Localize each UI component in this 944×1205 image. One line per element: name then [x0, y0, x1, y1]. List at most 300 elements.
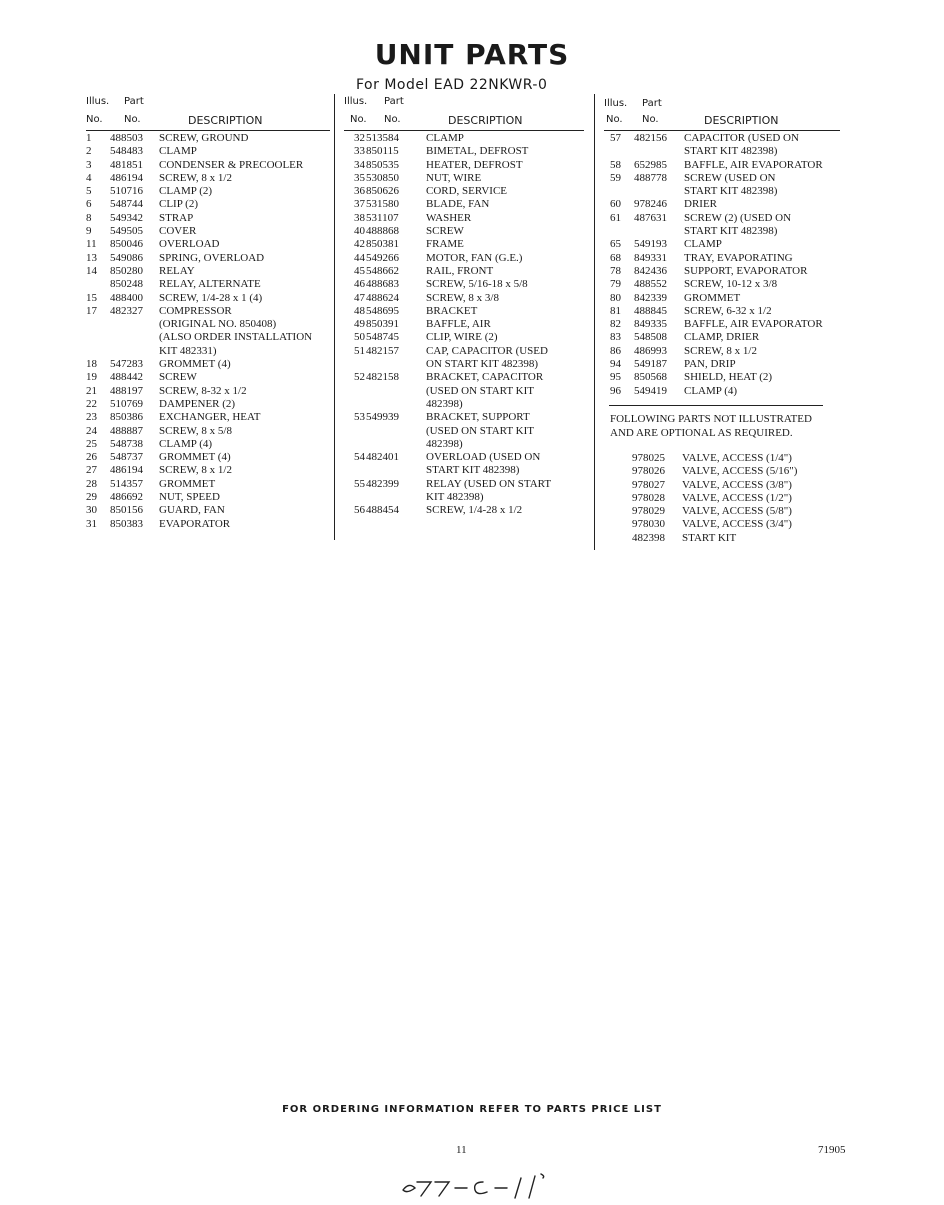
part-number: 531107 [366, 211, 399, 224]
part-number: 978030 [632, 518, 665, 531]
part-description: HEATER, DEFROST [426, 158, 523, 171]
table-row [604, 132, 840, 145]
part-description: SCREW, GROUND [159, 132, 249, 144]
illus-number: 46 [354, 278, 365, 291]
illus-number: 44 [354, 251, 365, 264]
illus-number: 6 [86, 198, 92, 211]
part-number: 488503 [110, 132, 143, 144]
part-number: 850115 [366, 145, 399, 158]
handwritten-annotation [395, 1168, 565, 1200]
table-row [344, 451, 584, 464]
part-number: 488454 [366, 504, 399, 517]
part-description: CAP, CAPACITOR (USED [426, 344, 548, 357]
part-description: RAIL, FRONT [426, 264, 494, 277]
illus-number: 59 [610, 171, 621, 184]
table-row [604, 358, 840, 371]
part-number: 549266 [366, 251, 399, 264]
part-description: PAN, DRIP [684, 358, 736, 371]
illus-label: Illus. [604, 98, 628, 109]
part-number: 482157 [366, 344, 399, 357]
illus-number: 19 [86, 371, 97, 384]
part-description: KIT 482398) [426, 491, 484, 504]
part-description: SCREW, 6-32 x 1/2 [684, 304, 772, 317]
part-number: 548744 [110, 198, 143, 211]
illus-number: 9 [86, 225, 92, 238]
table-row [86, 172, 330, 185]
part-number: 850156 [110, 504, 143, 517]
illus-number: 58 [610, 158, 621, 171]
table-row [86, 504, 330, 517]
illus-number: 80 [610, 291, 621, 304]
part-number: 488197 [110, 384, 143, 397]
table-row [604, 292, 840, 305]
table-row [344, 491, 584, 504]
table-row [344, 198, 584, 211]
part-description: BLADE, FAN [426, 198, 490, 211]
table-row [604, 159, 840, 172]
part-description: CLAMP, DRIER [684, 331, 760, 344]
illus-number: 50 [354, 331, 365, 344]
description-label: DESCRIPTION [704, 114, 779, 127]
part-number: 548695 [366, 304, 399, 317]
parts-rows [604, 132, 840, 398]
illus-number: 32 [354, 132, 365, 144]
illus-number: 24 [86, 424, 97, 437]
part-description: NUT, SPEED [159, 491, 220, 504]
table-row [86, 438, 330, 451]
illus-number: 83 [610, 331, 621, 344]
table-row [344, 132, 584, 145]
parts-rows [344, 132, 584, 518]
table-row [344, 398, 584, 411]
part-description: VALVE, ACCESS (1/2") [682, 491, 792, 504]
part-description: CORD, SERVICE [426, 185, 508, 198]
part-description: RELAY (USED ON START [426, 477, 552, 490]
table-row [344, 411, 584, 424]
part-description: (USED ON START KIT [426, 384, 534, 397]
part-number: 488683 [366, 278, 399, 291]
table-row [604, 212, 840, 225]
parts-rows [86, 132, 330, 531]
table-row [604, 225, 840, 238]
part-number: 548508 [634, 331, 667, 344]
table-row [604, 172, 840, 185]
part-number: 978028 [632, 491, 665, 504]
part-description: SCREW, 8 x 3/8 [426, 291, 499, 304]
illus-number: 94 [610, 358, 621, 371]
part-description: BIMETAL, DEFROST [426, 145, 529, 158]
page-title: UNIT PARTS [374, 38, 570, 71]
part-number: 850568 [634, 371, 667, 384]
part-number: 978027 [632, 478, 665, 491]
illus-number: 3 [86, 158, 92, 171]
part-description: BRACKET [426, 304, 478, 317]
part-description: CLAMP [159, 145, 197, 158]
column-divider [334, 94, 335, 540]
illus-number: 52 [354, 371, 365, 384]
part-description: BAFFLE, AIR [426, 318, 491, 331]
illus-number: 36 [354, 185, 365, 198]
part-description: BAFFLE, AIR EVAPORATOR [684, 318, 823, 331]
table-row [86, 132, 330, 145]
part-description: CLIP, WIRE (2) [426, 331, 498, 344]
table-row [344, 292, 584, 305]
part-number: 850386 [110, 411, 143, 424]
part-number: 482398 [632, 531, 665, 544]
illus-label: Illus. [86, 96, 110, 107]
part-number: 548737 [110, 451, 143, 464]
illus-label: Illus. [344, 96, 368, 107]
part-no-label: No. [642, 114, 659, 125]
column-header [344, 94, 584, 131]
illus-number: 53 [354, 411, 365, 424]
part-number: 510769 [110, 397, 143, 410]
table-row [344, 159, 584, 172]
part-number: 849335 [634, 318, 667, 331]
note-line: AND ARE OPTIONAL AS REQUIRED. [610, 427, 793, 439]
part-description: SPRING, OVERLOAD [159, 251, 265, 264]
part-number: 850381 [366, 238, 399, 251]
part-description: START KIT 482398) [684, 145, 778, 158]
part-description: SCREW, 5/16-18 x 5/8 [426, 278, 528, 291]
part-number: 488624 [366, 291, 399, 304]
part-description: OVERLOAD (USED ON [426, 451, 541, 464]
illus-number: 29 [86, 491, 97, 504]
part-label: Part [384, 96, 404, 107]
table-row [86, 331, 330, 344]
part-number: 487631 [634, 211, 667, 224]
part-description: SHIELD, HEAT (2) [684, 371, 773, 384]
table-row [86, 411, 330, 424]
part-number: 850535 [366, 158, 399, 171]
part-description: BAFFLE, AIR EVAPORATOR [684, 158, 823, 171]
part-number: 488887 [110, 424, 143, 437]
table-row [86, 385, 330, 398]
table-row [86, 252, 330, 265]
part-description: SCREW, 8 x 1/2 [684, 344, 757, 357]
part-description: CLAMP (2) [159, 185, 213, 198]
illus-number: 56 [354, 504, 365, 517]
part-description: DRIER [684, 198, 717, 211]
part-description: CLAMP [684, 238, 722, 251]
illus-number: 96 [610, 384, 621, 397]
part-number: 530850 [366, 171, 399, 184]
illus-number: 42 [354, 238, 365, 251]
table-row [86, 238, 330, 251]
part-description: EXCHANGER, HEAT [159, 411, 261, 424]
part-description: SCREW, 8 x 1/2 [159, 171, 232, 184]
table-row [344, 252, 584, 265]
illus-number: 49 [354, 318, 365, 331]
part-number: 849331 [634, 251, 667, 264]
table-row [604, 278, 840, 291]
part-description: SCREW, 8 x 1/2 [159, 464, 232, 477]
illus-number: 25 [86, 437, 97, 450]
illus-number: 26 [86, 451, 97, 464]
parts-column-3 [604, 94, 840, 398]
part-description: SCREW, 10-12 x 3/8 [684, 278, 778, 291]
page-number: 11 [456, 1144, 467, 1156]
part-number: 488552 [634, 278, 667, 291]
table-row [86, 371, 330, 384]
table-row [344, 238, 584, 251]
illus-number: 95 [610, 371, 621, 384]
part-label: Part [642, 98, 662, 109]
part-description: CLAMP (4) [684, 384, 738, 397]
table-row [604, 265, 840, 278]
part-number: 978246 [634, 198, 667, 211]
illus-number: 86 [610, 344, 621, 357]
part-number: 549342 [110, 211, 143, 224]
part-description: VALVE, ACCESS (5/16") [682, 465, 798, 478]
part-description: START KIT 482398) [684, 185, 778, 198]
part-description: VALVE, ACCESS (5/8") [682, 505, 792, 518]
part-description: OVERLOAD [159, 238, 220, 251]
table-row [86, 345, 330, 358]
illus-number: 27 [86, 464, 97, 477]
illus-number: 35 [354, 171, 365, 184]
part-number: 482156 [634, 132, 667, 144]
column-header [604, 94, 840, 131]
part-number: 488778 [634, 171, 667, 184]
part-number: 850248 [110, 278, 143, 291]
table-row [344, 225, 584, 238]
table-row [604, 252, 840, 265]
illus-number: 57 [610, 132, 621, 144]
part-number: 488868 [366, 225, 399, 238]
part-description: SCREW, 8 x 5/8 [159, 424, 232, 437]
part-number: 549939 [366, 411, 399, 424]
part-description: (ORIGINAL NO. 850408) [159, 318, 277, 331]
illus-no-label: No. [606, 114, 623, 125]
part-description: 482398) [426, 437, 463, 450]
part-number: 978029 [632, 505, 665, 518]
illus-number: 61 [610, 211, 621, 224]
illus-number: 48 [354, 304, 365, 317]
table-row [86, 358, 330, 371]
illus-number: 65 [610, 238, 621, 251]
part-description: CLIP (2) [159, 198, 199, 211]
table-row [86, 265, 330, 278]
table-row [344, 265, 584, 278]
part-number: 482399 [366, 477, 399, 490]
part-description: GROMMET [684, 291, 741, 304]
part-number: 486692 [110, 491, 143, 504]
part-description: RELAY, ALTERNATE [159, 278, 261, 291]
table-row [344, 425, 584, 438]
illus-no-label: No. [86, 114, 103, 125]
illus-number: 1 [86, 132, 92, 144]
part-description: SCREW [159, 371, 197, 384]
part-description: START KIT 482398) [684, 225, 778, 238]
part-number: 978025 [632, 452, 665, 464]
part-number: 486993 [634, 344, 667, 357]
illus-number: 14 [86, 264, 97, 277]
illus-number: 13 [86, 251, 97, 264]
part-description: MOTOR, FAN (G.E.) [426, 251, 523, 264]
illus-number: 78 [610, 264, 621, 277]
table-row [86, 185, 330, 198]
note-line: FOLLOWING PARTS NOT ILLUSTRATED [610, 413, 812, 425]
illus-number: 33 [354, 145, 365, 158]
table-row [604, 238, 840, 251]
part-description: GROMMET [159, 477, 216, 490]
part-number: 850280 [110, 264, 143, 277]
table-row [86, 518, 330, 531]
optional-parts-note [610, 412, 812, 440]
part-number: 482401 [366, 451, 399, 464]
note-divider [609, 405, 823, 406]
description-label: DESCRIPTION [188, 114, 263, 127]
table-row [344, 385, 584, 398]
part-number: 850391 [366, 318, 399, 331]
part-description: NUT, WIRE [426, 171, 482, 184]
part-number: 513584 [366, 132, 399, 144]
table-row [86, 212, 330, 225]
part-description: VALVE, ACCESS (3/4") [682, 518, 792, 531]
part-number: 531580 [366, 198, 399, 211]
part-number: 850046 [110, 238, 143, 251]
part-number: 850383 [110, 517, 143, 530]
table-row [344, 478, 584, 491]
illus-number: 18 [86, 358, 97, 371]
part-number: 842436 [634, 264, 667, 277]
table-row [86, 292, 330, 305]
part-description: TRAY, EVAPORATING [684, 251, 793, 264]
illus-number: 11 [86, 238, 97, 251]
illus-number: 8 [86, 211, 92, 224]
illus-number: 17 [86, 304, 97, 317]
part-no-label: No. [384, 114, 401, 125]
parts-column-2 [344, 94, 584, 518]
part-description: ON START KIT 482398) [426, 358, 539, 371]
illus-number: 38 [354, 211, 365, 224]
table-row [604, 318, 840, 331]
table-row [604, 345, 840, 358]
table-row [86, 198, 330, 211]
document-number: 71905 [818, 1144, 846, 1156]
illus-number: 22 [86, 397, 97, 410]
column-divider [594, 94, 595, 550]
table-row [604, 371, 840, 384]
part-description: CLAMP (4) [159, 437, 213, 450]
table-row [86, 478, 330, 491]
part-description: SCREW, 1/4-28 x 1 (4) [159, 291, 263, 304]
part-description: STRAP [159, 211, 194, 224]
part-description: DAMPENER (2) [159, 397, 236, 410]
part-description: SCREW, 1/4-28 x 1/2 [426, 504, 523, 517]
part-description: KIT 482331) [159, 344, 217, 357]
illus-number: 30 [86, 504, 97, 517]
table-row [86, 159, 330, 172]
illus-no-label: No. [350, 114, 367, 125]
illus-number: 2 [86, 145, 92, 158]
table-row [604, 185, 840, 198]
part-label: Part [124, 96, 144, 107]
part-description: VALVE, ACCESS (3/8") [682, 478, 792, 491]
illus-number: 79 [610, 278, 621, 291]
table-row [86, 491, 330, 504]
handwriting-icon [395, 1168, 565, 1200]
part-description: GROMMET (4) [159, 358, 231, 371]
part-number: 548738 [110, 437, 143, 450]
illus-number: 4 [86, 171, 92, 184]
part-description: 482398) [426, 397, 463, 410]
part-number: 549193 [634, 238, 667, 251]
part-description: EVAPORATOR [159, 517, 231, 530]
table-row [344, 358, 584, 371]
table-row [86, 225, 330, 238]
illus-number: 47 [354, 291, 365, 304]
part-description: START KIT [682, 531, 737, 544]
part-description: SUPPORT, EVAPORATOR [684, 264, 808, 277]
model-subtitle: For Model EAD 22NKWR-0 [356, 77, 548, 93]
part-description: FRAME [426, 238, 464, 251]
illus-number: 68 [610, 251, 621, 264]
part-description: GUARD, FAN [159, 504, 225, 517]
table-row [344, 145, 584, 158]
part-description: (ALSO ORDER INSTALLATION [159, 331, 313, 344]
part-description: GROMMET (4) [159, 451, 231, 464]
table-row [344, 371, 584, 384]
part-description: SCREW (USED ON [684, 171, 776, 184]
part-number: 548745 [366, 331, 399, 344]
table-row [604, 198, 840, 211]
part-description: CAPACITOR (USED ON [684, 132, 799, 144]
part-number: 486194 [110, 171, 143, 184]
illus-number: 54 [354, 451, 365, 464]
part-number: 514357 [110, 477, 143, 490]
part-number: 510716 [110, 185, 143, 198]
table-row [344, 172, 584, 185]
table-row [604, 145, 840, 158]
part-number: 549505 [110, 225, 143, 238]
part-description: BRACKET, SUPPORT [426, 411, 530, 424]
part-description: CLAMP [426, 132, 464, 144]
part-number: 850626 [366, 185, 399, 198]
part-description: SCREW (2) (USED ON [684, 211, 792, 224]
table-row [344, 185, 584, 198]
illus-number: 23 [86, 411, 97, 424]
table-row [86, 464, 330, 477]
table-row [604, 305, 840, 318]
part-description: BRACKET, CAPACITOR [426, 371, 544, 384]
part-number: 488845 [634, 304, 667, 317]
column-header [86, 94, 330, 131]
part-description: SCREW [426, 225, 464, 238]
part-number: 549086 [110, 251, 143, 264]
table-row [86, 318, 330, 331]
part-description: (USED ON START KIT [426, 424, 534, 437]
illus-number: 60 [610, 198, 621, 211]
part-number: 486194 [110, 464, 143, 477]
part-number: 488400 [110, 291, 143, 304]
illus-number: 45 [354, 264, 365, 277]
table-row [344, 305, 584, 318]
ordering-info: FOR ORDERING INFORMATION REFER TO PARTS PRICE LIST [282, 1104, 662, 1115]
part-description: COVER [159, 225, 197, 238]
illus-number: 82 [610, 318, 621, 331]
part-number: 548483 [110, 145, 143, 158]
part-number: 548662 [366, 264, 399, 277]
illus-number: 40 [354, 225, 365, 238]
illus-number: 31 [86, 517, 97, 530]
part-description: SCREW, 8-32 x 1/2 [159, 384, 247, 397]
part-number: 549187 [634, 358, 667, 371]
table-row [344, 318, 584, 331]
part-number: 488442 [110, 371, 143, 384]
table-row [86, 145, 330, 158]
